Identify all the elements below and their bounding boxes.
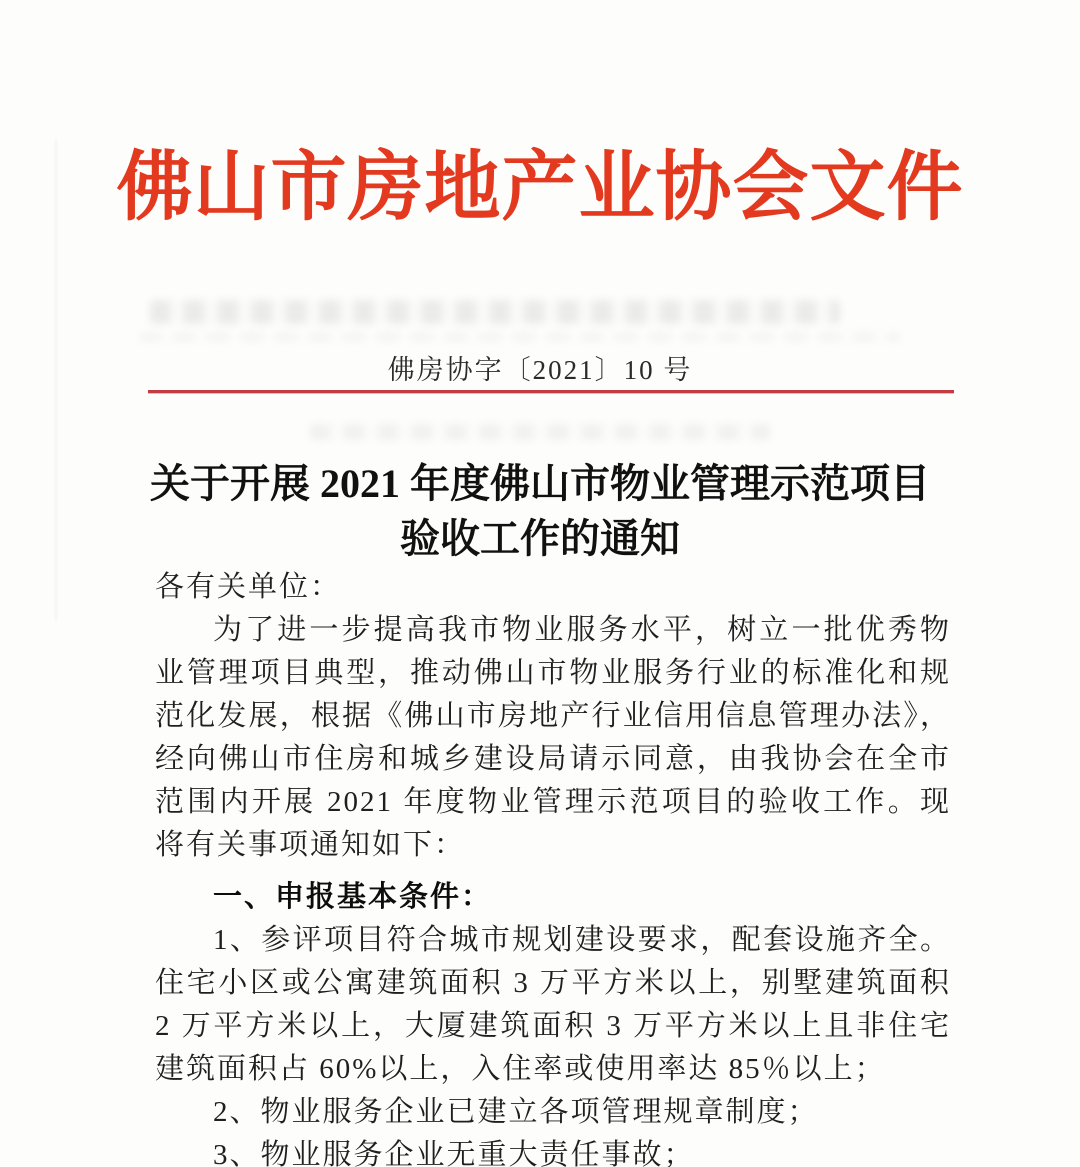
red-divider-line — [148, 390, 954, 393]
intro-paragraph: 为了进一步提高我市物业服务水平，树立一批优秀物业管理项目典型，推动佛山市物业服务行业的标准化和规范化发展，根据《佛山市房地产行业信用信息管理办法》，经向佛山市住房和城乡建设局请示同意，由我协会在全市范围内开展 2021 年度物业管理示范项目的验收工作。现将有关事项通知如下： — [155, 614, 951, 861]
condition-item-1: 1、参评项目符合城市规划建设要求，配套设施齐全。住宅小区或公寓建筑面积 3 万平方米以上，别墅建筑面积 2 万平方米以上，大厦建筑面积 3 万平方米以上且非住宅建筑面积占 60%以上，入住率或使用率达 85％以上； — [155, 924, 951, 1085]
ink-bleed-artifact — [140, 332, 900, 342]
document-title-line2: 验收工作的通知 — [400, 516, 680, 561]
red-header-title: 佛山市房地产业协会文件 — [116, 146, 964, 230]
section-1-heading: 一、申报基本条件： — [213, 881, 493, 913]
document-number: 佛房协字〔2021〕10 号 — [387, 355, 693, 385]
salutation: 各有关单位： — [155, 571, 342, 603]
condition-item-3: 3、物业服务企业无重大责任事故； — [213, 1139, 695, 1167]
document-body — [155, 566, 951, 1167]
ink-bleed-artifact — [150, 300, 840, 324]
condition-item-2: 2、物业服务企业已建立各项管理规章制度； — [213, 1096, 819, 1128]
ink-bleed-artifact — [310, 424, 770, 440]
document-title-line1: 关于开展 2021 年度佛山市物业管理示范项目 — [150, 461, 930, 506]
document-title — [0, 456, 1080, 566]
